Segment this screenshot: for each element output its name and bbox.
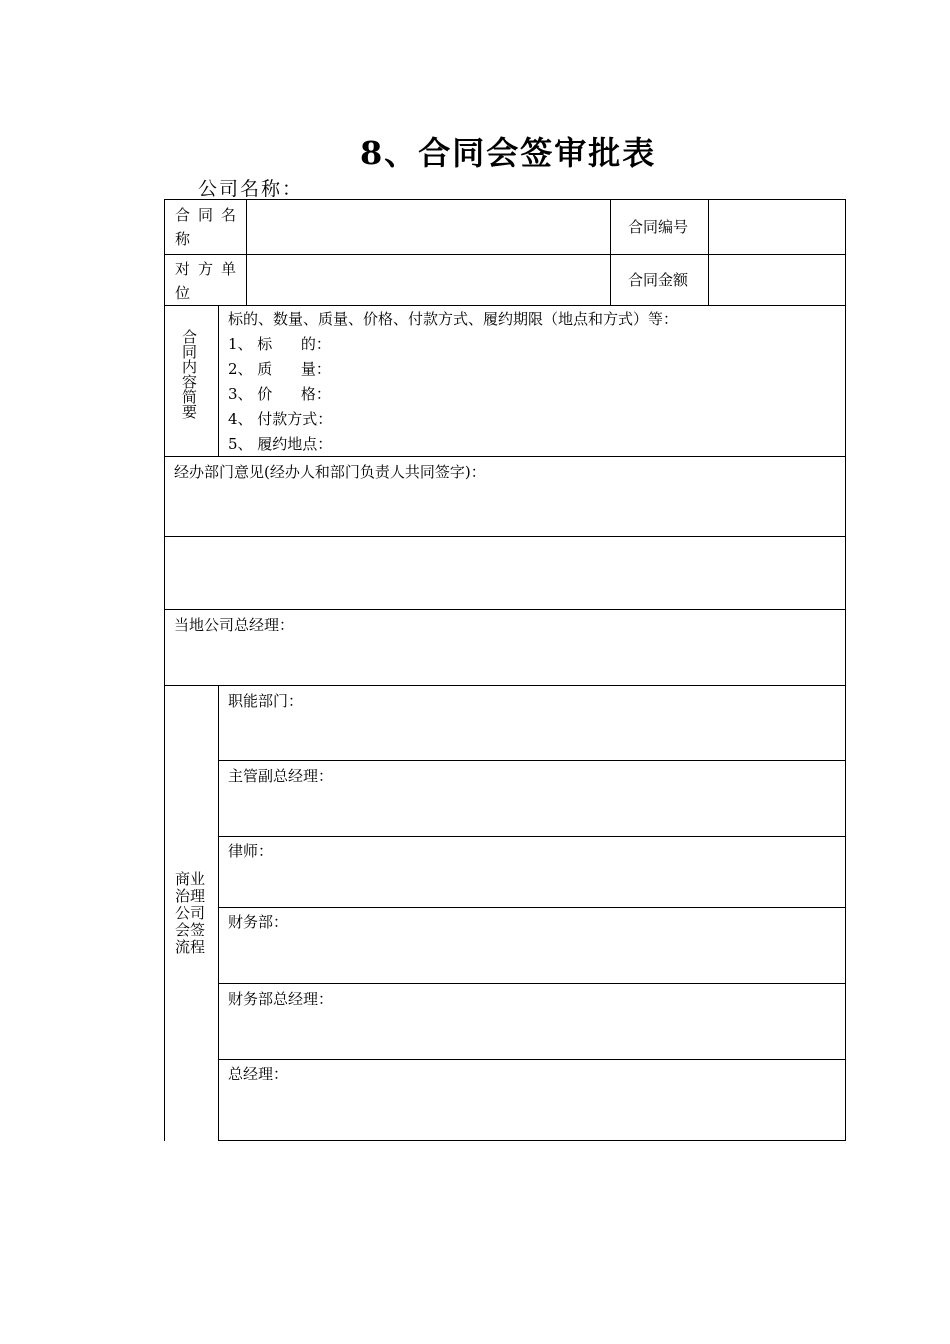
process-label: 商业治理公司会签流程 bbox=[175, 870, 206, 956]
contract-number-label: 合同编号 bbox=[628, 218, 689, 236]
contract-number-label-cell bbox=[610, 199, 708, 254]
process-step-label: 律师： bbox=[228, 842, 274, 860]
process-step-label: 主管副总经理： bbox=[228, 767, 334, 785]
process-step-gm[interactable] bbox=[218, 1059, 846, 1141]
process-step-finance[interactable] bbox=[218, 907, 846, 983]
summary-label-cell bbox=[164, 305, 218, 456]
counterparty-label-cell bbox=[164, 254, 246, 305]
contract-number-field[interactable] bbox=[708, 199, 846, 254]
process-step-lawyer[interactable] bbox=[218, 836, 846, 907]
summary-label: 合同内容简要 bbox=[180, 329, 198, 419]
summary-item-subject: 1、 标 的： bbox=[228, 335, 331, 353]
summary-item-price: 3、 价 格： bbox=[228, 385, 331, 403]
summary-item-location: 5、 履约地点： bbox=[228, 435, 333, 453]
process-step-label: 职能部门： bbox=[228, 692, 304, 710]
dept-opinion-label: 经办部门意见(经办人和部门负责人共同签字)： bbox=[174, 463, 486, 481]
contract-name-label-cell bbox=[164, 199, 246, 254]
contract-name-field[interactable] bbox=[246, 199, 610, 254]
process-label-cell bbox=[164, 685, 218, 1141]
summary-content[interactable] bbox=[218, 305, 846, 456]
local-gm-section[interactable] bbox=[164, 609, 846, 685]
contract-amount-field[interactable] bbox=[708, 254, 846, 305]
summary-item-quality: 2、 质 量： bbox=[228, 360, 331, 378]
local-gm-label: 当地公司总经理： bbox=[174, 616, 295, 634]
summary-intro: 标的、数量、质量、价格、付款方式、履约期限（地点和方式）等： bbox=[228, 310, 679, 328]
process-step-label: 总经理： bbox=[228, 1065, 289, 1083]
contract-amount-label: 合同金额 bbox=[628, 271, 689, 289]
summary-item-payment: 4、 付款方式： bbox=[228, 410, 333, 428]
company-name-label: 公司名称： bbox=[198, 178, 304, 200]
dept-opinion-section[interactable] bbox=[164, 456, 846, 536]
blank-row[interactable] bbox=[164, 536, 846, 609]
document-title: 8、合同会签审批表 bbox=[360, 134, 657, 172]
counterparty-field[interactable] bbox=[246, 254, 610, 305]
process-step-label: 财务部总经理： bbox=[228, 990, 334, 1008]
contract-name-label: 合同名称 bbox=[175, 206, 245, 248]
contract-amount-label-cell bbox=[610, 254, 708, 305]
counterparty-label: 对方单位 bbox=[175, 260, 245, 302]
process-step-functional-dept[interactable] bbox=[218, 685, 846, 760]
process-step-finance-gm[interactable] bbox=[218, 983, 846, 1059]
process-step-label: 财务部： bbox=[228, 913, 289, 931]
process-step-deputy-gm[interactable] bbox=[218, 760, 846, 836]
